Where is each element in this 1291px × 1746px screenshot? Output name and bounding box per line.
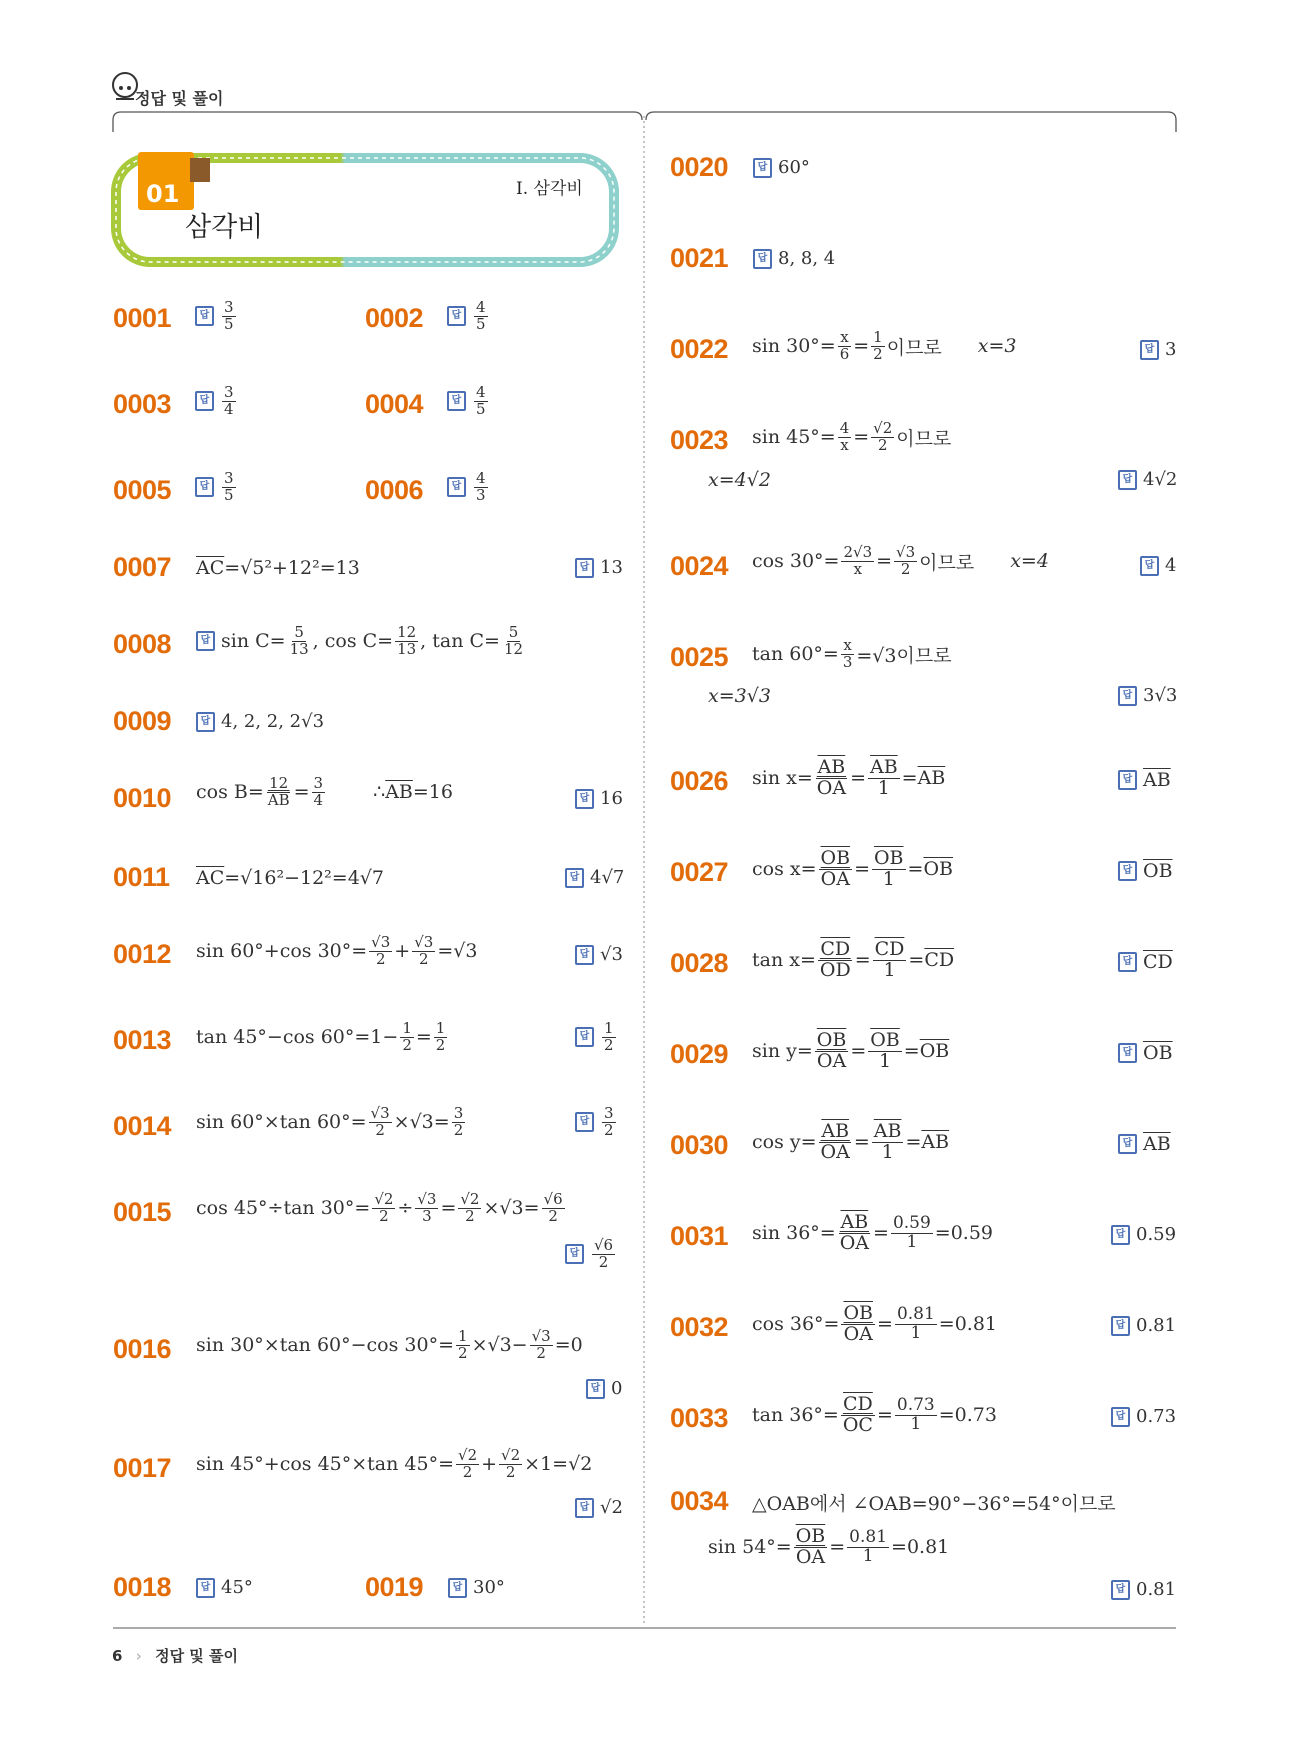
item-0026-number: 0026 [670,766,729,796]
item-0007-answer: 답 13 [575,557,623,578]
item-0003-answer: 답 $\frac{3}{4}$ [195,385,238,418]
item-0021-number: 0021 [670,243,729,273]
answer-badge-icon: 답 [586,1379,605,1399]
item-0025-result: x=3√3 [708,685,771,707]
answer-badge-icon: 답 [575,945,594,965]
answer-badge-icon: 답 [196,631,215,651]
item-0029-number: 0029 [670,1039,729,1069]
item-0020-number: 0020 [670,152,729,182]
item-0030-number: 0030 [670,1130,729,1160]
item-0015-answer: 답 $\frac{√6}{2}$ [565,1238,617,1271]
answer-badge-icon: 답 [1118,470,1137,490]
item-0028-solution: tan x= $\frac{\overline{CD}}{OD}$ = $\frac{\overline{CD}}{1}$ = $\overline{CD}$ [752,938,955,981]
item-0014-solution: sin 60°×tan 60°= $\frac{√3}{2}$ ×√3= $\frac{3}{2}$ [196,1104,464,1139]
item-0033-solution: tan 36°= $\frac{\overline{CD}}{OC}$ = $\frac{0.73}{1}$ =0.73 [752,1393,997,1436]
answer-badge-icon: 답 [575,558,594,578]
item-0029-answer: 답 $\overline{OB}$ [1118,1042,1173,1064]
item-0006-answer: 답 $\frac{4}{3}$ [447,471,490,504]
item-0032-answer: 답 0.81 [1111,1315,1176,1336]
answer-badge-icon: 답 [1140,340,1159,360]
item-0004-answer: 답 $\frac{4}{5}$ [447,385,490,418]
item-0026-solution: sin x= $\frac{\overline{AB}}{OA}$ = $\frac{\overline{AB}}{1}$ = $\overline{AB}$ [752,756,946,799]
item-0024-number: 0024 [670,551,729,581]
chapter-label: I. 삼각비 [516,179,583,199]
answer-badge-icon: 답 [195,391,214,411]
item-0017-solution: sin 45°+cos 45°×tan 45°= $\frac{√2}{2}$ + $\frac{√2}{2}$ ×1=√2 [196,1446,593,1481]
item-0012-solution: sin 60°+cos 30°= $\frac{√3}{2}$ + $\frac{√3}{2}$ =√3 [196,933,478,968]
answer-badge-icon: 답 [447,306,466,326]
item-0009-answer: 답 4, 2, 2, 2√3 [196,711,324,732]
item-0005-answer: 답 $\frac{3}{5}$ [195,471,238,504]
section-title: 삼각비 [185,212,264,243]
item-0013-number: 0013 [113,1025,172,1055]
answer-badge-icon: 답 [575,1112,594,1132]
item-0025-number: 0025 [670,642,729,672]
answer-badge-icon: 답 [196,1578,215,1598]
item-0025-answer: 답 3√3 [1118,685,1177,706]
item-0027-solution: cos x= $\frac{\overline{OB}}{OA}$ = $\frac{\overline{OB}}{1}$ = $\overline{OB}$ [752,847,953,890]
item-0019-number: 0019 [365,1572,424,1602]
item-0011-answer: 답 4√7 [565,867,624,888]
answer-badge-icon: 답 [1111,1407,1130,1427]
answer-badge-icon: 답 [1140,556,1159,576]
item-0022-answer: 답 3 [1140,339,1176,360]
item-0014-answer: 답 $\frac{3}{2}$ [575,1106,618,1139]
item-0023-solution: sin 45°= $\frac{4}{x}$ = $\frac{√2}{2}$ 이므로 [752,419,952,454]
item-0002-answer: 답 $\frac{4}{5}$ [447,300,490,333]
item-0022-number: 0022 [670,334,729,364]
answer-badge-icon: 답 [1118,1043,1137,1063]
item-0012-number: 0012 [113,939,172,969]
answer-badge-icon: 답 [575,1027,594,1047]
item-0034-solution: sin 54°= $\frac{\overline{OB}}{OA}$ = $\frac{0.81}{1}$ =0.81 [708,1525,950,1568]
answer-badge-icon: 답 [1118,1134,1137,1154]
item-0031-answer: 답 0.59 [1111,1224,1176,1245]
section-number: 01 [146,180,180,208]
item-0033-number: 0033 [670,1403,729,1433]
item-0032-number: 0032 [670,1312,729,1342]
item-0008-answer: 답 sin C= $\frac{5}{13}$ , cos C= $\frac{12}{13}$ , tan C= $\frac{5}{12}$ [196,625,527,658]
section-badge-fold [190,158,210,182]
chevron-right-icon: › [135,1647,142,1665]
item-0029-solution: sin y= $\frac{\overline{OB}}{OA}$ = $\frac{\overline{OB}}{1}$ = $\overline{OB}$ [752,1029,950,1072]
item-0017-number: 0017 [113,1453,172,1483]
item-0023-answer: 답 4√2 [1118,469,1177,490]
answer-badge-icon: 답 [575,1498,594,1518]
item-0003-number: 0003 [113,389,172,419]
answer-badge-icon: 답 [1118,861,1137,881]
item-0031-number: 0031 [670,1221,729,1251]
answer-badge-icon: 답 [753,249,772,269]
item-0027-answer: 답 $\overline{OB}$ [1118,860,1173,882]
header-title: 정답 및 풀이 [135,89,224,108]
item-0030-answer: 답 $\overline{AB}$ [1118,1133,1171,1155]
item-0011-solution: $\overline{AC}$ =√16²−12²=4√7 [196,867,385,889]
item-0005-number: 0005 [113,475,172,505]
answer-badge-icon: 답 [196,712,215,732]
item-0010-answer: 답 16 [575,788,623,809]
answer-badge-icon: 답 [1118,770,1137,790]
answer-badge-icon: 답 [195,477,214,497]
item-0016-answer: 답 0 [586,1378,622,1399]
answer-badge-icon: 답 [753,158,772,178]
item-0023-number: 0023 [670,425,729,455]
item-0018-number: 0018 [113,1572,172,1602]
answer-badge-icon: 답 [565,868,584,888]
item-0002-number: 0002 [365,303,424,333]
item-0007-solution: $\overline{AC}$ =√5²+12²=13 [196,557,360,579]
item-0015-solution: cos 45°÷tan 30°= $\frac{√2}{2}$ ÷ $\frac{√3}{3}$ = $\frac{√2}{2}$ ×√3= $\frac{√6}{2}$ [196,1190,563,1225]
item-0017-answer: 답 √2 [575,1497,623,1518]
item-0007-number: 0007 [113,552,172,582]
item-0004-number: 0004 [365,389,424,419]
item-0011-number: 0011 [113,862,170,892]
item-0010-solution: cos B= $\frac{12}{AB}$ = $\frac{3}{4}$ ∴ $\overline{AB}$ =16 [196,774,453,809]
item-0024-answer: 답 4 [1140,555,1176,576]
item-0028-answer: 답 $\overline{CD}$ [1118,951,1173,973]
answer-badge-icon: 답 [575,789,594,809]
item-0026-answer: 답 $\overline{AB}$ [1118,769,1171,791]
item-0019-answer: 답 30° [448,1577,505,1598]
item-0034-number: 0034 [670,1486,729,1516]
item-0013-solution: tan 45°−cos 60°=1− $\frac{1}{2}$ = $\frac{1}{2}$ [196,1019,446,1054]
item-0001-answer: 답 $\frac{3}{5}$ [195,300,238,333]
item-0006-number: 0006 [365,475,424,505]
item-0034-answer: 답 0.81 [1111,1579,1176,1600]
item-0031-solution: sin 36°= $\frac{\overline{AB}}{OA}$ = $\frac{0.59}{1}$ =0.59 [752,1211,994,1254]
item-0012-answer: 답 √3 [575,944,623,965]
item-0009-number: 0009 [113,706,172,736]
answer-badge-icon: 답 [447,477,466,497]
item-0013-answer: 답 $\frac{1}{2}$ [575,1021,618,1054]
answer-badge-icon: 답 [1111,1580,1130,1600]
item-0022-solution: sin 30°= $\frac{x}{6}$ = $\frac{1}{2}$ 이므로 x=3 [752,328,1017,363]
answer-badge-icon: 답 [195,306,214,326]
answer-badge-icon: 답 [1118,686,1137,706]
item-0016-number: 0016 [113,1334,172,1364]
item-0032-solution: cos 36°= $\frac{\overline{OB}}{OA}$ = $\frac{0.81}{1}$ =0.81 [752,1302,998,1345]
page-number: 6 [112,1647,123,1665]
item-0016-solution: sin 30°×tan 60°−cos 30°= $\frac{1}{2}$ ×√3− $\frac{√3}{2}$ =0 [196,1327,583,1362]
item-0008-number: 0008 [113,629,172,659]
answer-badge-icon: 답 [1118,952,1137,972]
item-0020-answer: 답 60° [753,157,810,178]
footer [112,1645,238,1666]
answer-badge-icon: 답 [448,1578,467,1598]
answer-badge-icon: 답 [1111,1316,1130,1336]
item-0014-number: 0014 [113,1111,172,1141]
answer-badge-icon: 답 [565,1244,584,1264]
answer-badge-icon: 답 [447,391,466,411]
item-0030-solution: cos y= $\frac{\overline{AB}}{OA}$ = $\frac{\overline{AB}}{1}$ = $\overline{AB}$ [752,1120,950,1163]
item-0010-number: 0010 [113,783,172,813]
item-0015-number: 0015 [113,1197,172,1227]
item-0034-line1: △OAB에서 ∠OAB=90°−36°=54°이므로 [752,1493,1116,1515]
item-0001-number: 0001 [113,303,172,333]
item-0018-answer: 답 45° [196,1577,253,1598]
item-0033-answer: 답 0.73 [1111,1406,1176,1427]
item-0023-result: x=4√2 [708,469,771,491]
item-0027-number: 0027 [670,857,729,887]
footer-title: 정답 및 풀이 [155,1647,238,1665]
answer-badge-icon: 답 [1111,1225,1130,1245]
item-0028-number: 0028 [670,948,729,978]
item-0021-answer: 답 8, 8, 4 [753,248,835,269]
item-0025-solution: tan 60°= $\frac{x}{3}$ =√3이므로 [752,636,952,671]
item-0024-solution: cos 30°= $\frac{2√3}{x}$ = $\frac{√3}{2}$ 이므로 x=4 [752,543,1049,578]
